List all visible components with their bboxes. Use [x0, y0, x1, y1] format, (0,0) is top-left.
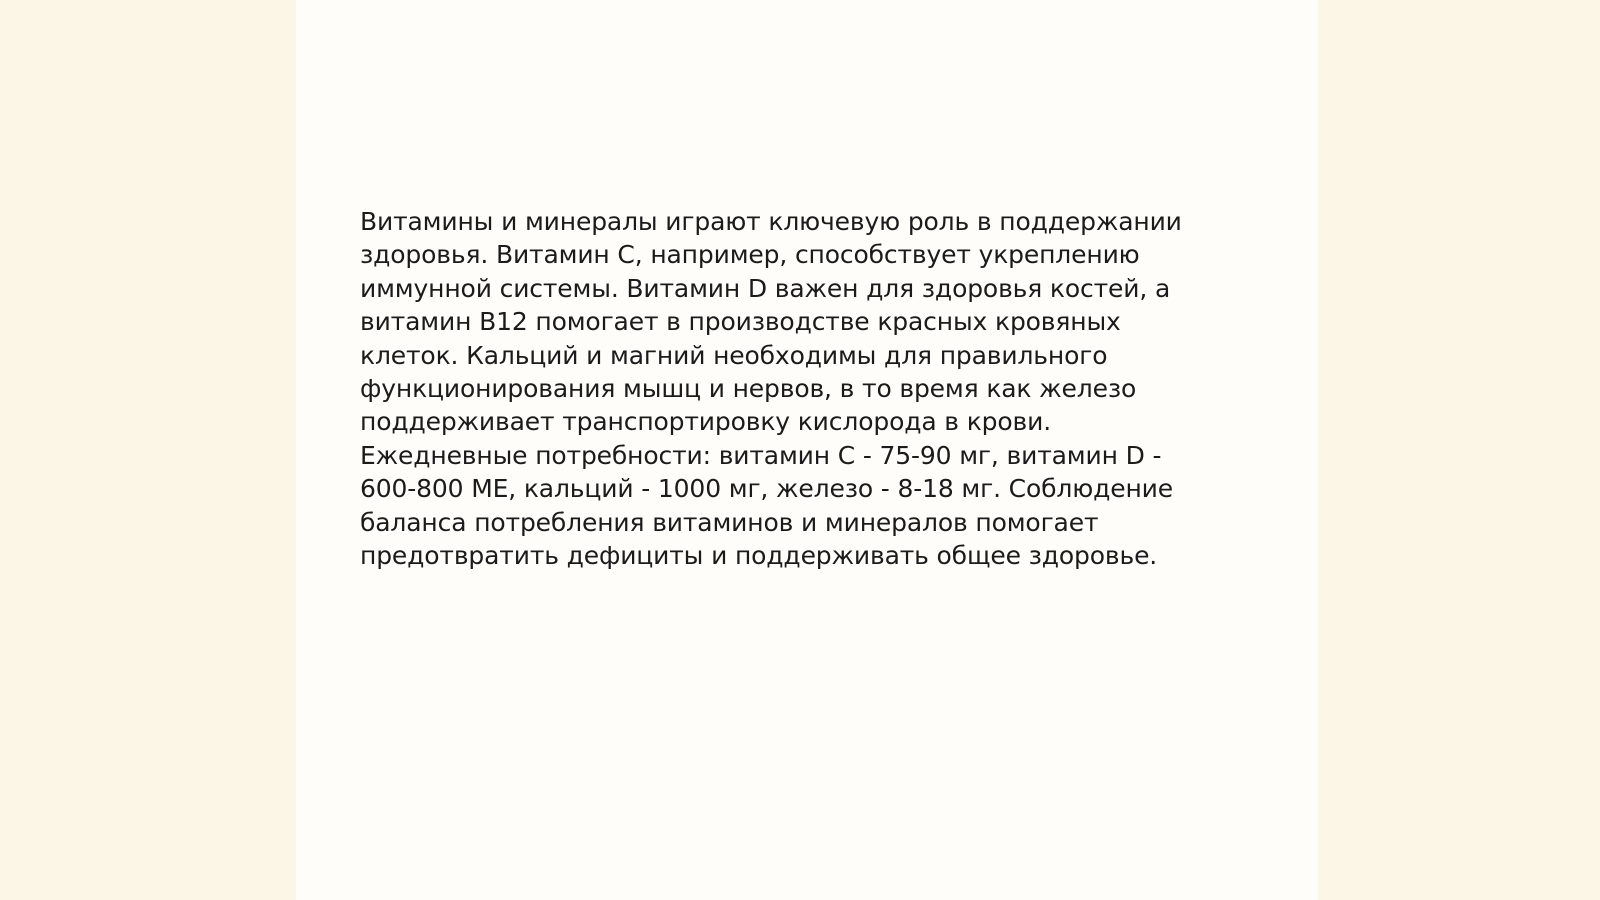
paragraph-line: Витамины и минералы играют ключевую роль в поддержании [360, 207, 1182, 236]
body-paragraph [360, 205, 1240, 572]
paragraph-line: клеток. Кальций и магний необходимы для правильного [360, 340, 1108, 370]
paragraph-line: поддерживает транспортировку кислорода в крови. [360, 407, 1051, 437]
paragraph-line: 600-800 МЕ, кальций - 1000 мг, железо - 8-18 мг. Соблюдение [360, 474, 1174, 504]
paragraph-line: здоровья. Витамин C, например, способствует укреплению [360, 240, 1140, 270]
paragraph-line: предотвратить дефициты и поддерживать общее здоровье. [360, 541, 1158, 571]
paragraph-line: витамин B12 помогает в производстве красных кровяных [360, 307, 1121, 337]
right-margin [1318, 0, 1600, 900]
document-sheet [296, 0, 1318, 900]
left-margin [0, 0, 296, 900]
paragraph-line: баланса потребления витаминов и минералов помогает [360, 507, 1099, 537]
paragraph-line: Ежедневные потребности: витамин C - 75-90 мг, витамин D - [360, 440, 1162, 470]
paragraph-line: иммунной системы. Витамин D важен для здоровья костей, а [360, 273, 1171, 303]
paragraph-line: функционирования мышц и нервов, в то время как железо [360, 374, 1137, 404]
